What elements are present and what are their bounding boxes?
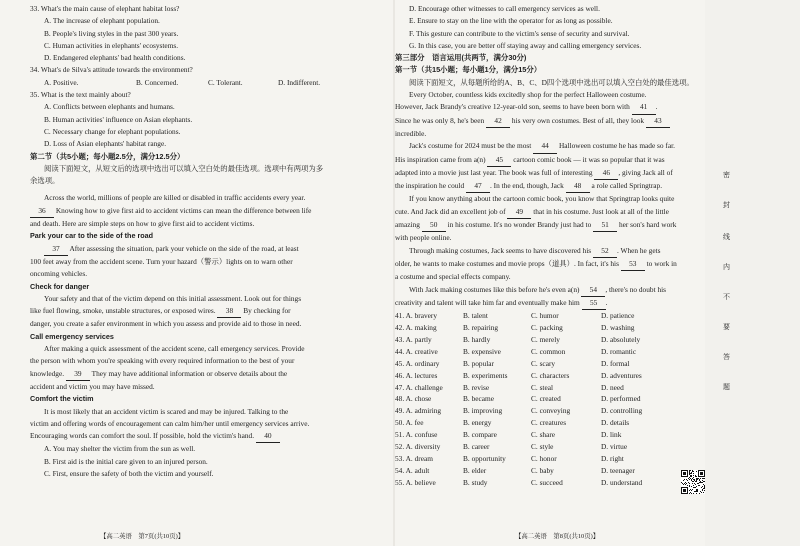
seal-line-strip <box>705 0 800 546</box>
seal-char: 答 <box>723 353 730 361</box>
choice-option: 43. A. partly <box>395 334 432 344</box>
choice-option: 44. A. creative <box>395 346 438 356</box>
choice-option: B. compare <box>463 430 497 440</box>
choice-option: 42. A. making <box>395 323 437 333</box>
blank-37[interactable]: 37 <box>44 243 68 256</box>
cloze-line: cute. And Jack did an excellent job of 49 that in his costume. Just look at all of the little <box>395 206 701 219</box>
choice-option: 48. A. chose <box>395 394 432 404</box>
answer-option: D. Encourage other witnesses to call emergency services as well. <box>409 4 600 13</box>
passage-line: and death. Here are simple steps on how to give first aid to accident victims. <box>30 219 255 229</box>
q35-option: B. Human activities' influence on Asian elephants. <box>44 114 193 124</box>
blank-44[interactable]: 44 <box>533 140 557 153</box>
choice-option: 49. A. admiring <box>395 406 442 416</box>
choice-option: B. talent <box>463 311 488 321</box>
choice-option: 41. A. bravery <box>395 311 438 321</box>
left-page <box>0 0 393 546</box>
choice-option: C. common <box>531 346 566 356</box>
passage-line: After making a quick assessment of the accident scene, call emergency services. Provide <box>44 344 305 354</box>
seal-char: 不 <box>723 293 730 301</box>
blank-36[interactable]: 36 <box>30 205 54 218</box>
choice-option: C. baby <box>531 465 554 475</box>
passage-line: victim and offering words of encouragement can calm him/her until emergency services arrive. <box>30 418 310 428</box>
cloze-line: the inspiration he could 47 . In the end, though, Jack 48 a role called Springtrap. <box>395 180 701 193</box>
cloze-line: adapted into a movie just last year. The book was full of interesting 46 , giving Jack all of <box>395 167 701 180</box>
passage-line: oncoming vehicles. <box>30 269 88 279</box>
answer-option: E. Ensure to stay on the line with the operator for as long as possible. <box>409 16 613 26</box>
choice-option: 47. A. challenge <box>395 382 443 392</box>
subheading: Comfort the victim <box>30 394 94 404</box>
answer-option: G. In this case, you are better off staying away and calling emergency services. <box>409 40 642 50</box>
choice-option: C. packing <box>531 323 563 333</box>
passage-line: danger, you create a safer environment in which you assess and provide aid to those in need. <box>30 319 302 329</box>
choice-option: C. succeed <box>531 477 563 487</box>
cloze-line: incredible. <box>395 128 427 138</box>
choice-option: C. humor <box>531 311 559 321</box>
choice-row <box>395 393 701 405</box>
seal-char: 密 <box>723 171 730 179</box>
blank-54[interactable]: 54 <box>581 284 605 297</box>
section-2-title: 第二节（共5小题；每小题2.5分，满分12.5分） <box>30 151 185 161</box>
section-1-title: 第一节（共15小题；每小题1分，满分15分） <box>395 65 542 75</box>
blank-40[interactable]: 40 <box>256 430 280 443</box>
passage-line: Across the world, millions of people are killed or disabled in traffic accidents every year. <box>44 193 306 203</box>
subheading: Check for danger <box>30 281 90 291</box>
choice-option: C. created <box>531 394 561 404</box>
cloze-line: Through making costumes, Jack seems to have discovered his 52 . When he gets <box>395 245 701 258</box>
passage-line: 100 feet away from the accident scene. Turn your hazard（警示）lights on to warn other <box>30 256 293 266</box>
cloze-line: Since he was only 8, he's been 42 his very own costumes. Best of all, they look 43 <box>395 115 701 128</box>
cloze-line: If you know anything about the cartoon comic book, you know that Springtrap looks quite <box>409 194 675 204</box>
choice-option: 53. A. dream <box>395 454 433 463</box>
choice-row <box>395 322 701 334</box>
page-footer: 【高二英语 第8页(共10页)】 <box>515 533 600 540</box>
blank-39[interactable]: 39 <box>66 368 90 381</box>
blank-46[interactable]: 46 <box>594 167 618 180</box>
choice-option: B. became <box>463 394 494 404</box>
blank-49[interactable]: 49 <box>507 206 531 219</box>
choice-option: D. patience <box>601 311 635 321</box>
section-1-instruction: 阅读下面短文，从每题所给的A、B、C、D四个选项中选出可以填入空白处的最佳选项。 <box>409 77 694 87</box>
seal-char: 线 <box>723 233 730 241</box>
choice-option: D. need <box>601 382 624 392</box>
choice-row <box>395 417 701 429</box>
choice-option: D. right <box>601 454 624 463</box>
choice-option: D. understand <box>601 477 643 487</box>
section-2-instruction: 余选项。 <box>30 176 60 186</box>
answer-option: B. First aid is the initial care given to an injured person. <box>44 456 208 466</box>
choice-row <box>395 405 701 417</box>
seal-char: 封 <box>723 201 730 209</box>
q35-stem: 35. What is the text mainly about? <box>30 90 131 100</box>
cloze-line: However, Jack Brandy's creative 12-year-old son, seems to have been born with 41 . <box>395 101 701 114</box>
choice-option: D. romantic <box>601 346 637 356</box>
blank-45[interactable]: 45 <box>487 154 511 167</box>
right-page <box>395 0 705 546</box>
seal-char: 要 <box>723 323 730 331</box>
choice-option: D. link <box>601 430 622 440</box>
choice-option: C. honor <box>531 454 557 463</box>
choice-option: C. share <box>531 430 556 440</box>
section-2-instruction: 阅读下面短文，从短文后的选项中选出可以填入空白处的最佳选项。选项中有两项为多 <box>44 163 324 173</box>
seal-char: 内 <box>723 263 730 271</box>
choice-row <box>395 465 701 477</box>
choice-row <box>395 453 701 465</box>
passage-line: It is most likely that an accident victim is scared and may be injured. Talking to the <box>44 406 289 416</box>
choice-option: 51. A. confuse <box>395 430 438 440</box>
q34-option: C. Tolerant. <box>208 77 243 87</box>
choice-option: C. steal <box>531 382 554 392</box>
choice-option: D. absolutely <box>601 334 641 344</box>
choice-option: B. opportunity <box>463 454 506 463</box>
choice-row <box>395 346 701 358</box>
cloze-line: Jack's costume for 2024 must be the most 44 Halloween costume he has made so far. <box>395 140 701 153</box>
choice-option: D. teenager <box>601 465 635 475</box>
passage-line: the person with whom you're speaking with every required information to the best of your <box>30 356 295 366</box>
seal-char: 题 <box>723 383 730 391</box>
choice-option: B. popular <box>463 358 495 368</box>
blank-55[interactable]: 55 <box>582 297 606 310</box>
subheading: Park your car to the side of the road <box>30 231 154 241</box>
q33-stem: 33. What's the main cause of elephant habitat loss? <box>30 4 180 13</box>
q34-stem: 34. What's de Silva's attitude towards the environment? <box>30 65 193 75</box>
blank-48[interactable]: 48 <box>566 180 590 193</box>
blank-47[interactable]: 47 <box>466 180 490 193</box>
choice-option: B. study <box>463 477 488 487</box>
passage-line: Encouraging words can comfort the soul. If possible, hold the victim's hand. 40 <box>30 430 387 443</box>
choice-option: B. improving <box>463 406 503 416</box>
choice-option: B. hardly <box>463 334 491 344</box>
choice-option: C. characters <box>531 370 570 380</box>
choice-row <box>395 477 701 489</box>
choice-row <box>395 358 701 370</box>
choice-table <box>395 310 701 489</box>
subheading: Call emergency services <box>30 331 114 341</box>
q34-options <box>30 77 387 89</box>
choice-option: D. performed <box>601 394 641 404</box>
choice-row <box>395 334 701 346</box>
answer-option: A. You may shelter the victim from the sun as well. <box>44 444 196 454</box>
cloze-line: His inspiration came from a(n) 45 cartoon comic book — it was so popular that it was <box>395 154 701 167</box>
blank-50[interactable]: 50 <box>422 219 446 232</box>
blank-38[interactable]: 38 <box>217 305 241 318</box>
choice-option: D. virtue <box>601 442 628 452</box>
choice-option: 50. A. fee <box>395 418 424 428</box>
passage-line: Your safety and that of the victim depend on this initial assessment. Look out for things <box>44 293 302 303</box>
q35-option: A. Conflicts between elephants and humans. <box>44 102 175 112</box>
choice-option: C. creatures <box>531 418 567 428</box>
choice-option: D. details <box>601 418 630 428</box>
answer-option: C. First, ensure the safety of both the victim and yourself. <box>44 468 214 478</box>
choice-option: C. merely <box>531 334 560 344</box>
cloze-line: creativity and talent will take him far and eventually make him 55 . <box>395 297 701 310</box>
qr-code-icon <box>681 470 705 494</box>
passage-line: like fuel flowing, smoke, unstable structures, or exposed wires. 38 By checking for <box>30 305 387 318</box>
choice-row <box>395 370 701 382</box>
choice-option: 45. A. ordinary <box>395 358 440 368</box>
part-3-title: 第三部分 语言运用(共两节，满分30分) <box>395 53 527 63</box>
blank-41[interactable]: 41 <box>632 101 656 114</box>
choice-option: B. experiments <box>463 370 508 380</box>
blank-52[interactable]: 52 <box>593 245 617 258</box>
passage-line: knowledge. 39 They may have additional information or observe details about the <box>30 368 387 381</box>
passage-line: accident and victim you may have missed. <box>30 381 155 391</box>
answer-option: F. This gesture can contribute to the victim's sense of security and survival. <box>409 28 630 38</box>
choice-option: C. style <box>531 442 554 452</box>
q33-option: A. The increase of elephant population. <box>44 16 160 26</box>
choice-option: D. washing <box>601 323 635 333</box>
q34-option: B. Concerned. <box>136 77 179 87</box>
choice-option: B. expensive <box>463 346 501 356</box>
choice-row <box>395 441 701 453</box>
choice-option: 54. A. adult <box>395 465 430 475</box>
choice-option: B. energy <box>463 418 492 428</box>
q35-option: C. Necessary change for elephant populations. <box>44 126 181 136</box>
blank-51[interactable]: 51 <box>593 219 617 232</box>
choice-option: 52. A. diversity <box>395 442 441 452</box>
choice-option: 55. A. believe <box>395 477 436 487</box>
blank-42[interactable]: 42 <box>486 115 510 128</box>
passage-line: 36 Knowing how to give first aid to accident victims can mean the difference between life <box>30 205 387 218</box>
cloze-line: Every October, countless kids excitedly shop for the perfect Halloween costume. <box>409 90 647 100</box>
choice-row <box>395 429 701 441</box>
q33-option: D. Endangered elephants' bad health conditions. <box>44 53 186 63</box>
passage-line: 37 After assessing the situation, park your vehicle on the side of the road, at least <box>30 243 387 256</box>
cloze-line: with people online. <box>395 233 452 243</box>
q34-option: D. Indifferent. <box>278 77 321 87</box>
choice-option: B. career <box>463 442 490 452</box>
choice-option: C. scary <box>531 358 556 368</box>
cloze-line: older, he wants to make costumes and movie props（道具）. In fact, it's his 53 to work in <box>395 258 701 271</box>
choice-option: D. formal <box>601 358 630 368</box>
q34-option: A. Positive. <box>44 77 79 87</box>
blank-43[interactable]: 43 <box>646 115 670 128</box>
choice-option: B. revise <box>463 382 490 392</box>
choice-option: D. controlling <box>601 406 643 416</box>
choice-option: D. adventures <box>601 370 642 380</box>
choice-row <box>395 310 701 322</box>
choice-option: 46. A. lectures <box>395 370 438 380</box>
q33-option: B. People's living styles in the past 300 years. <box>44 28 179 38</box>
cloze-line: a costume and special effects company. <box>395 272 511 282</box>
blank-53[interactable]: 53 <box>621 258 645 271</box>
choice-option: B. elder <box>463 465 487 475</box>
q33-option: C. Human activities in elephants' ecosystems. <box>44 40 179 50</box>
choice-option: C. conveying <box>531 406 571 416</box>
page-footer: 【高二英语 第7页(共10页)】 <box>100 533 185 540</box>
choice-option: B. repairing <box>463 323 499 333</box>
choice-row <box>395 382 701 394</box>
cloze-line: amazing 50 in his costume. It's no wonder Brandy just had to 51 her son's hard work <box>395 219 701 232</box>
q35-option: D. Loss of Asian elephants' habitat range. <box>44 139 167 149</box>
cloze-line: With Jack making costumes like this before he's even a(n) 54 , there's no doubt his <box>395 284 701 297</box>
